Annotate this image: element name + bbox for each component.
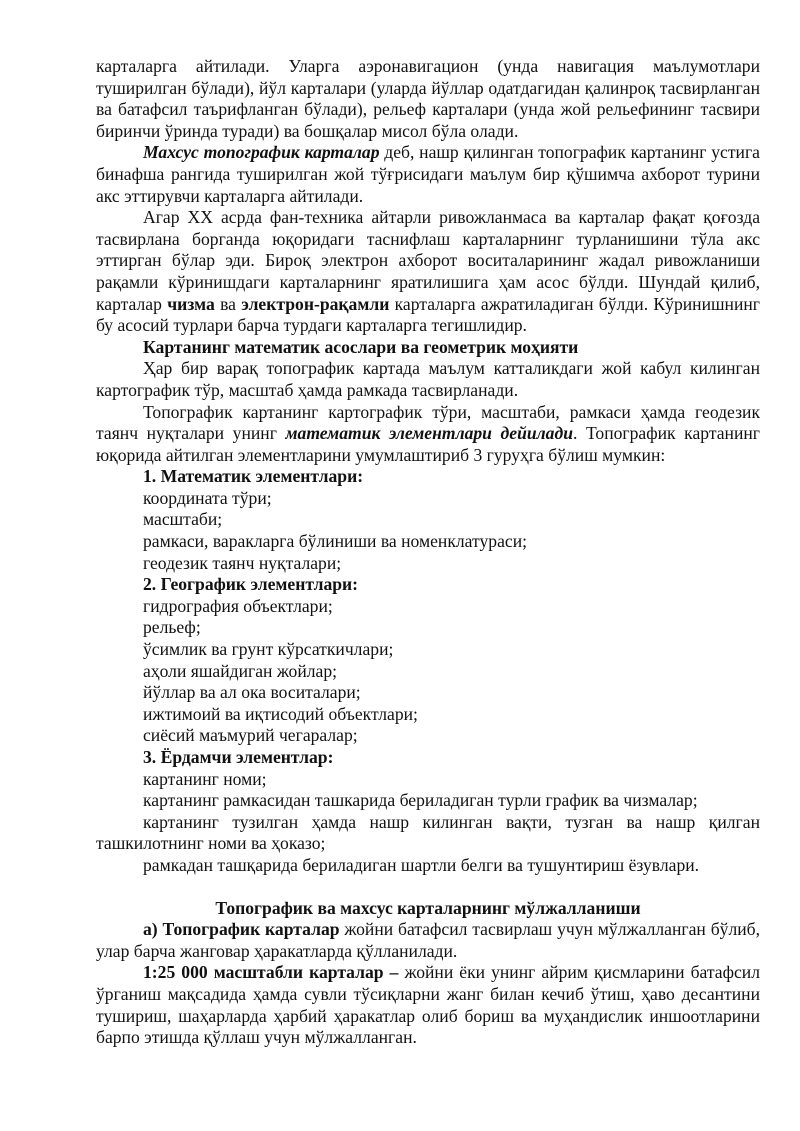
term-drawing: чизма: [167, 293, 215, 314]
paragraph-scale-25000-text: жойни ёки унинг айрим қисмларини батафсил ўрганиш мақсадида ҳамда сувли тўсиқларни жанг билан кечиб ўтиш, ҳаво десантини тушириш, шаҳарларда ҳарбий ҳаракатлар олиб бориш ва муҳандислик иншоотларини барпо этишда қўллаш учун мўлжалланган.: [96, 962, 761, 1048]
list-item: рельеф;: [143, 617, 201, 638]
list-item: картанинг номи;: [143, 768, 267, 789]
term-math-elements: математик элементлари дейилади: [285, 423, 573, 444]
term-scale-25000: 1:25 000 масштабли карталар –: [143, 962, 399, 983]
section-heading-math-basis: Картанинг математик асослари ва геометрик моҳияти: [143, 336, 579, 357]
paragraph-math-elements: [96, 402, 760, 467]
list-item: сиёсий маъмурий чегаралар;: [143, 725, 358, 746]
paragraph-topographic-maps-text: жойни батафсил тасвирлаш учун мўлжалланган бўлиб, улар барча жанговар ҳаракатларда қўлланилади.: [96, 919, 760, 961]
list-item: картанинг рамкасидан ташкарида бериладиган турли график ва чизмалар;: [143, 790, 698, 811]
paragraph-intro: карталарга айтилади. Уларга аэронавигацион (унда навигация маълумотлари туширилган бўлади), йўл карталари (уларда йўллар одатдагидан қалинроқ тасвирланган ва батафсил таърифланган бўлади), рельеф карталари (унда жой рельефининг тасвири биринчи ўринда туради) ва бошқалар мисол бўла олади.: [96, 56, 760, 141]
list-item: гидрография объектлари;: [143, 595, 333, 616]
term-electronic-digital: электрон-рақамли: [241, 293, 390, 314]
list-item-long: картанинг тузилган ҳамда нашр килинган вақти, тузган ва нашр қилган ташкилотнинг номи ва ҳоказо;: [96, 811, 760, 854]
spacer: [96, 877, 760, 898]
paragraph-digital-maps-text-a: Агар XX асрда фан-техника айтарли ривожланмаса ва карталар фақат қоғозда тасвирлана борганда юқоридаги таснифлаш карталарнинг турланишини тўла акс эттирган бўлар эди. Бироқ электрон ахборот воситаларининг жадал ривожланиши рақамли кўринишдаги карталарнинг яратилишига ҳам асос бўлди. Шундай қилиб, карталар: [96, 207, 760, 314]
paragraph-sheet: Ҳар бир варақ топографик картада маълум катталикдаги жой кабул килинган картографик тўр, масштаб ҳамда рамкада тасвирланади.: [96, 358, 760, 400]
section-heading-purpose: Топографик ва махсус карталарнинг мўлжалланиши: [215, 897, 641, 918]
paragraph-topographic-maps: [96, 919, 760, 962]
paragraph-math-elements-text-a: Топографик картанинг картографик тўри, масштаби, рамкаси ҳамда геодезик таянч нуқталари унинг: [96, 401, 760, 444]
paragraph-math-elements-text-b: . Топографик картанинг юқорида айтилган элементларини умумлаштириб 3 гуруҳга бўлиш мумкин:: [96, 423, 761, 465]
paragraph-digital-maps: [96, 207, 760, 337]
group-title-math: 1. Математик элементлари:: [143, 466, 364, 487]
list-item: ижтимоий ва иқтисодий объектлари;: [143, 703, 418, 724]
list-item: йўллар ва ал ока воситалари;: [143, 682, 361, 703]
list-item: ўсимлик ва грунт кўрсаткичлари;: [143, 639, 394, 660]
list-item: координата тўри;: [143, 487, 272, 508]
paragraph-special-maps-text: деб, нашр қилинган топографик картанинг устига бинафша рангида туширилган жой тўғрисидаги маълум бир қўшимча ахборот турини акс эттирувчи карталарга айтилади.: [96, 142, 760, 206]
paragraph-special-maps: [96, 142, 760, 207]
list-item: аҳоли яшайдиган жойлар;: [143, 660, 338, 681]
term-topographic-maps: а) Топографик карталар: [143, 919, 340, 940]
list-item: геодезик таянч нуқталари;: [143, 552, 342, 573]
paragraph-scale-25000: [96, 962, 760, 1048]
group-title-geographic: 2. Географик элементлари:: [143, 574, 359, 595]
term-special-topographic-maps: Махсус топографик карталар: [143, 142, 380, 163]
list-item: рамкадан ташқарида бериладиган шартли белги ва тушунтириш ёзувлари.: [143, 854, 700, 875]
paragraph-digital-maps-text-c: ва: [214, 293, 242, 314]
group-title-auxiliary: 3. Ёрдамчи элементлар:: [143, 747, 334, 767]
list-item: масштаби;: [143, 509, 223, 530]
paragraph-digital-maps-text-d: карталарга ажратиладиган бўлди. Кўринишнинг бу асосий турлари барча турдаги карталарга тегишлидир.: [96, 293, 760, 336]
list-item: рамкаси, варакларга бўлиниши ва номенклатураси;: [143, 531, 528, 552]
